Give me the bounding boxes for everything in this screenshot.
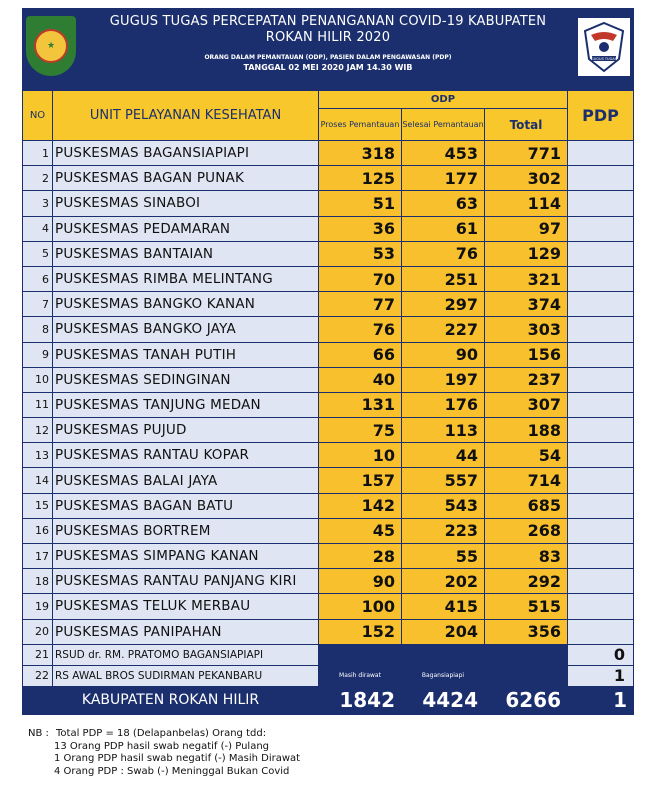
row-proses: 90 <box>319 569 402 594</box>
row-proses <box>319 644 402 665</box>
report-title <box>22 8 634 46</box>
table-row <box>23 443 634 468</box>
row-no: 17 <box>23 544 53 569</box>
row-total <box>485 644 568 665</box>
notes <box>28 728 300 778</box>
row-selesai: 176 <box>402 392 485 417</box>
row-no: 7 <box>23 292 53 317</box>
row-proses: 53 <box>319 241 402 266</box>
row-selesai: 204 <box>402 619 485 644</box>
row-no: 3 <box>23 191 53 216</box>
row-total: 303 <box>485 317 568 342</box>
row-unit: PUSKESMAS BORTREM <box>53 518 319 543</box>
row-no: 15 <box>23 493 53 518</box>
row-unit: PUSKESMAS BAGANSIAPIAPI <box>53 141 319 166</box>
table-row <box>23 418 634 443</box>
row-pdp <box>568 241 634 266</box>
row-pdp <box>568 569 634 594</box>
row-pdp <box>568 443 634 468</box>
row-pdp <box>568 292 634 317</box>
table-row <box>23 392 634 417</box>
table-row <box>23 367 634 392</box>
table-row <box>23 619 634 644</box>
row-proses: 36 <box>319 216 402 241</box>
notes-line-2: 13 Orang PDP hasil swab negatif (-) Pulang <box>54 740 270 752</box>
row-proses: 157 <box>319 468 402 493</box>
col-no: NO <box>23 91 53 141</box>
row-proses: 45 <box>319 518 402 543</box>
row-no: 22 <box>23 665 53 686</box>
total-selesai: 4424 <box>402 686 485 714</box>
row-proses: 76 <box>319 317 402 342</box>
table-row <box>23 266 634 291</box>
table-row <box>23 292 634 317</box>
row-proses: 75 <box>319 418 402 443</box>
total-total: 6266 <box>485 686 568 714</box>
row-total: 771 <box>485 141 568 166</box>
row-unit: PUSKESMAS TANAH PUTIH <box>53 342 319 367</box>
row-proses: 66 <box>319 342 402 367</box>
row-total: 714 <box>485 468 568 493</box>
row-unit: PUSKESMAS SINABOI <box>53 191 319 216</box>
row-selesai: 251 <box>402 266 485 291</box>
notes-label: NB : <box>28 728 49 739</box>
table-row <box>23 468 634 493</box>
row-no: 5 <box>23 241 53 266</box>
row-proses: 152 <box>319 619 402 644</box>
row-selesai: 202 <box>402 569 485 594</box>
row-proses: 100 <box>319 594 402 619</box>
row-unit: PUSKESMAS RANTAU KOPAR <box>53 443 319 468</box>
row-selesai: 61 <box>402 216 485 241</box>
logo-text: GUGUS TUGAS <box>591 57 617 61</box>
table-row <box>23 216 634 241</box>
row-total: 685 <box>485 493 568 518</box>
row-no: 8 <box>23 317 53 342</box>
row-proses: 318 <box>319 141 402 166</box>
row-unit: PUSKESMAS BAGAN PUNAK <box>53 166 319 191</box>
hospital-row <box>23 644 634 665</box>
title-line-2: ROKAN HILIR 2020 <box>265 30 391 45</box>
row-pdp <box>568 544 634 569</box>
table-row <box>23 191 634 216</box>
table-row <box>23 493 634 518</box>
row-total: 515 <box>485 594 568 619</box>
row-unit: PUSKESMAS BANGKO JAYA <box>53 317 319 342</box>
row-unit: RSUD dr. RM. PRATOMO BAGANSIAPIAPI <box>53 644 319 665</box>
row-pdp <box>568 317 634 342</box>
report-sheet <box>22 8 634 777</box>
row-total: 321 <box>485 266 568 291</box>
row-selesai: 63 <box>402 191 485 216</box>
table-row <box>23 241 634 266</box>
row-no: 9 <box>23 342 53 367</box>
row-no: 6 <box>23 266 53 291</box>
row-total: 129 <box>485 241 568 266</box>
row-pdp <box>568 418 634 443</box>
row-selesai: 297 <box>402 292 485 317</box>
row-proses: 142 <box>319 493 402 518</box>
col-pdp: PDP <box>568 91 634 141</box>
row-no: 1 <box>23 141 53 166</box>
notes-line-1: Total PDP = 18 (Delapanbelas) Orang tdd: <box>56 728 267 739</box>
row-proses: 125 <box>319 166 402 191</box>
row-unit: PUSKESMAS RANTAU PANJANG KIRI <box>53 569 319 594</box>
row-proses: 40 <box>319 367 402 392</box>
row-unit: PUSKESMAS BANGKO KANAN <box>53 292 319 317</box>
row-selesai: 177 <box>402 166 485 191</box>
row-no: 11 <box>23 392 53 417</box>
row-total: 83 <box>485 544 568 569</box>
total-pdp: 1 <box>568 686 634 714</box>
row-unit: PUSKESMAS PEDAMARAN <box>53 216 319 241</box>
row-total: 97 <box>485 216 568 241</box>
row-pdp: 0 <box>568 644 634 665</box>
notes-line-3: 1 Orang PDP hasil swab negatif (-) Masih Dirawat <box>54 753 301 764</box>
total-proses: 1842 <box>319 686 402 714</box>
row-unit: PUSKESMAS RIMBA MELINTANG <box>53 266 319 291</box>
hospital-row <box>23 665 634 686</box>
row-total: 237 <box>485 367 568 392</box>
row-proses: 51 <box>319 191 402 216</box>
row-no: 21 <box>23 644 53 665</box>
row-pdp <box>568 518 634 543</box>
row-pdp <box>568 342 634 367</box>
row-pdp <box>568 468 634 493</box>
row-no: 13 <box>23 443 53 468</box>
table-row <box>23 342 634 367</box>
table-row <box>23 594 634 619</box>
row-unit: PUSKESMAS BANTAIAN <box>53 241 319 266</box>
row-pdp <box>568 493 634 518</box>
row-no: 10 <box>23 367 53 392</box>
regency-emblem-icon: ★ <box>26 16 76 76</box>
row-unit: PUSKESMAS TANJUNG MEDAN <box>53 392 319 417</box>
row-selesai: 197 <box>402 367 485 392</box>
row-no: 14 <box>23 468 53 493</box>
row-proses: 77 <box>319 292 402 317</box>
row-proses: 131 <box>319 392 402 417</box>
row-selesai: 113 <box>402 418 485 443</box>
table-body <box>23 141 634 715</box>
row-selesai <box>402 644 485 665</box>
row-pdp <box>568 266 634 291</box>
row-total: 114 <box>485 191 568 216</box>
row-total: 307 <box>485 392 568 417</box>
row-selesai: 44 <box>402 443 485 468</box>
row-unit: PUSKESMAS PUJUD <box>53 418 319 443</box>
col-proses: Proses Pemantauan <box>319 109 402 141</box>
row-selesai: 223 <box>402 518 485 543</box>
row-unit: PUSKESMAS TELUK MERBAU <box>53 594 319 619</box>
row-pdp <box>568 619 634 644</box>
row-pdp <box>568 191 634 216</box>
report-subtitle: ORANG DALAM PEMANTAUAN (ODP), PASIEN DALAM PENGAWASAN (PDP) <box>204 54 452 61</box>
row-selesai: 415 <box>402 594 485 619</box>
total-row <box>23 686 634 714</box>
row-selesai: Bagansiapiapi <box>402 665 485 686</box>
row-no: 18 <box>23 569 53 594</box>
row-total: 54 <box>485 443 568 468</box>
data-table <box>22 90 634 715</box>
row-proses: 28 <box>319 544 402 569</box>
row-unit: PUSKESMAS PANIPAHAN <box>53 619 319 644</box>
row-unit: PUSKESMAS SEDINGINAN <box>53 367 319 392</box>
notes-line-4: 4 Orang PDP : Swab (-) Meninggal Bukan Covid <box>54 765 290 777</box>
row-total: 302 <box>485 166 568 191</box>
row-selesai: 90 <box>402 342 485 367</box>
row-total: 268 <box>485 518 568 543</box>
row-proses: Masih dirawat <box>319 665 402 686</box>
row-no: 20 <box>23 619 53 644</box>
row-total: 374 <box>485 292 568 317</box>
row-pdp <box>568 594 634 619</box>
col-odp: ODP <box>319 91 568 109</box>
row-pdp <box>568 392 634 417</box>
title-line-1: GUGUS TUGAS PERCEPATAN PENANGANAN COVID-19 KABUPATEN <box>109 14 547 29</box>
row-proses: 70 <box>319 266 402 291</box>
row-no: 19 <box>23 594 53 619</box>
row-unit: PUSKESMAS SIMPANG KANAN <box>53 544 319 569</box>
report-date: TANGGAL 02 MEI 2020 JAM 14.30 WIB <box>243 63 413 72</box>
row-selesai: 227 <box>402 317 485 342</box>
report-header <box>22 8 634 90</box>
table-row <box>23 569 634 594</box>
row-total <box>485 665 568 686</box>
row-selesai: 557 <box>402 468 485 493</box>
table-row <box>23 544 634 569</box>
row-no: 4 <box>23 216 53 241</box>
row-pdp <box>568 367 634 392</box>
table-row <box>23 166 634 191</box>
row-pdp <box>568 141 634 166</box>
row-unit: PUSKESMAS BALAI JAYA <box>53 468 319 493</box>
row-pdp <box>568 216 634 241</box>
row-unit: RS AWAL BROS SUDIRMAN PEKANBARU <box>53 665 319 686</box>
row-selesai: 453 <box>402 141 485 166</box>
row-no: 12 <box>23 418 53 443</box>
row-no: 16 <box>23 518 53 543</box>
row-total: 292 <box>485 569 568 594</box>
col-total: Total <box>485 109 568 141</box>
table-row <box>23 317 634 342</box>
row-total: 356 <box>485 619 568 644</box>
row-selesai: 55 <box>402 544 485 569</box>
row-no: 2 <box>23 166 53 191</box>
row-selesai: 76 <box>402 241 485 266</box>
row-pdp <box>568 166 634 191</box>
table-row <box>23 141 634 166</box>
row-selesai: 543 <box>402 493 485 518</box>
col-selesai: Selesai Pemantauan <box>402 109 485 141</box>
row-total: 188 <box>485 418 568 443</box>
table-row <box>23 518 634 543</box>
row-total: 156 <box>485 342 568 367</box>
row-pdp: 1 <box>568 665 634 686</box>
col-unit: UNIT PELAYANAN KESEHATAN <box>53 91 319 141</box>
row-unit: PUSKESMAS BAGAN BATU <box>53 493 319 518</box>
covid-task-force-logo-icon <box>576 16 632 78</box>
total-label: KABUPATEN ROKAN HILIR <box>23 686 319 714</box>
row-proses: 10 <box>319 443 402 468</box>
